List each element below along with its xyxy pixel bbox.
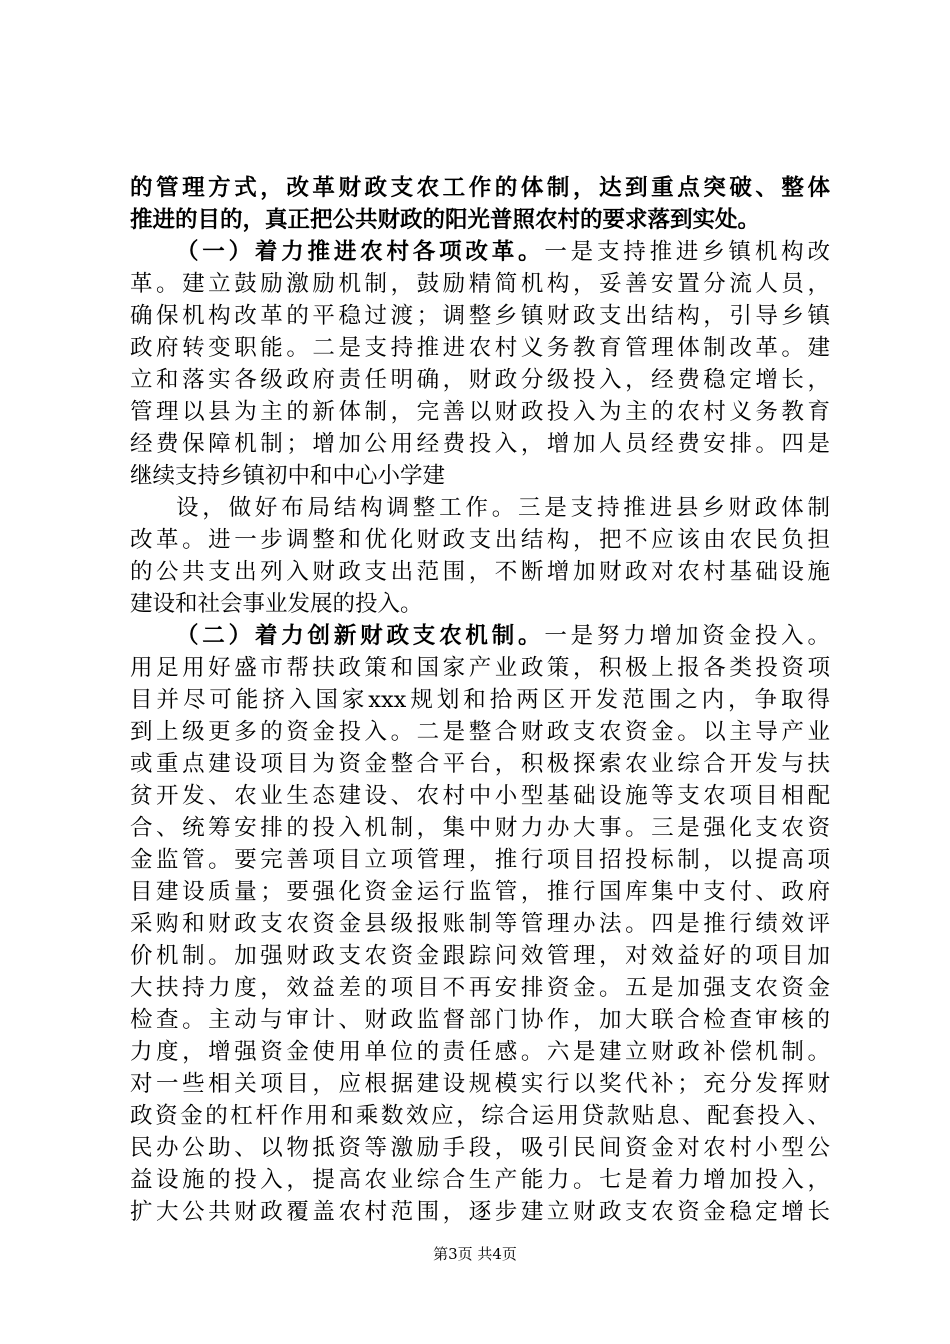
paragraph-line: 目建设质量；要强化资金运行监管，推行国库集中支付、政府 <box>130 879 830 905</box>
body-text <box>130 172 830 1228</box>
paragraph-text: 一是努力增加资金投入。 <box>544 623 830 649</box>
section-heading: （二）着力创新财政支农机制。 <box>176 623 545 649</box>
section-heading-line <box>130 236 830 268</box>
paragraph-line: 确保机构改革的平稳过渡；调整乡镇财政支出结构，引导乡镇 <box>130 303 830 329</box>
paragraph-line: 建设和社会事业发展的投入。 <box>130 591 423 617</box>
paragraph-line: 政资金的杠杆作用和乘数效应，综合运用贷款贴息、配套投入、 <box>130 1103 830 1129</box>
paragraph-line: 扩大公共财政覆盖农村范围，逐步建立财政支农资金稳定增长 <box>130 1199 830 1225</box>
paragraph-line: 对一些相关项目，应根据建设规模实行以奖代补；充分发挥财 <box>130 1071 830 1097</box>
paragraph-line: 或重点建设项目为资金整合平台，积极探索农业综合开发与扶 <box>130 751 830 777</box>
paragraph-line: 管理以县为主的新体制，完善以财政投入为主的农村义务教育 <box>130 399 830 425</box>
paragraph-line: 益设施的投入，提高农业综合生产能力。七是着力增加投入， <box>130 1167 830 1193</box>
paragraph-line: 目并尽可能挤入国家xxx规划和拾两区开发范围之内，争取得 <box>130 687 830 713</box>
paragraph-line: 力度，增强资金使用单位的责任感。六是建立财政补偿机制。 <box>130 1039 830 1065</box>
paragraph-line: 到上级更多的资金投入。二是整合财政支农资金。以主导产业 <box>130 719 830 745</box>
section-heading: （一）着力推进农村各项改革。 <box>176 239 545 265</box>
paragraph-line: 政府转变职能。二是支持推进农村义务教育管理体制改革。建 <box>130 335 830 361</box>
section-heading-line <box>130 620 830 652</box>
paragraph-text: 一是支持推进乡镇机构改 <box>544 239 830 265</box>
paragraph-line: 革。建立鼓励激励机制，鼓励精简机构，妥善安置分流人员， <box>130 271 830 297</box>
paragraph-line: 立和落实各级政府责任明确，财政分级投入，经费稳定增长， <box>130 367 830 393</box>
paragraph-line: 继续支持乡镇初中和中心小学建 <box>130 463 446 489</box>
paragraph-line: 的管理方式，改革财政支农工作的体制，达到重点突破、整体 <box>130 175 830 201</box>
paragraph-line: 合、统筹安排的投入机制，集中财力办大事。三是强化支农资 <box>130 815 830 841</box>
paragraph-line: 用足用好盛市帮扶政策和国家产业政策，积极上报各类投资项 <box>130 655 830 681</box>
paragraph-line: 经费保障机制；增加公用经费投入，增加人员经费安排。四是 <box>130 431 830 457</box>
page-number-footer: 第3页 共4页 <box>433 1245 517 1263</box>
paragraph-line: 价机制。加强财政支农资金跟踪问效管理，对效益好的项目加 <box>130 943 830 969</box>
paragraph-line: 民办公助、以物抵资等激励手段，吸引民间资金对农村小型公 <box>130 1135 830 1161</box>
paragraph-line: 推进的目的，真正把公共财政的阳光普照农村的要求落到实处。 <box>130 207 761 233</box>
paragraph-line: 金监管。要完善项目立项管理，推行项目招投标制，以提高项 <box>130 847 830 873</box>
paragraph-line: 的公共支出列入财政支出范围，不断增加财政对农村基础设施 <box>130 559 830 585</box>
paragraph-line: 大扶持力度，效益差的项目不再安排资金。五是加强支农资金 <box>130 975 830 1001</box>
paragraph-line: 检查。主动与审计、财政监督部门协作，加大联合检查审核的 <box>130 1007 830 1033</box>
paragraph-line: 设，做好布局结构调整工作。三是支持推进县乡财政体制 <box>176 495 830 521</box>
paragraph-line: 改革。进一步调整和优化财政支出结构，把不应该由农民负担 <box>130 527 830 553</box>
paragraph-line: 贫开发、农业生态建设、农村中小型基础设施等支农项目相配 <box>130 783 830 809</box>
paragraph-line: 采购和财政支农资金县级报账制等管理办法。四是推行绩效评 <box>130 911 830 937</box>
